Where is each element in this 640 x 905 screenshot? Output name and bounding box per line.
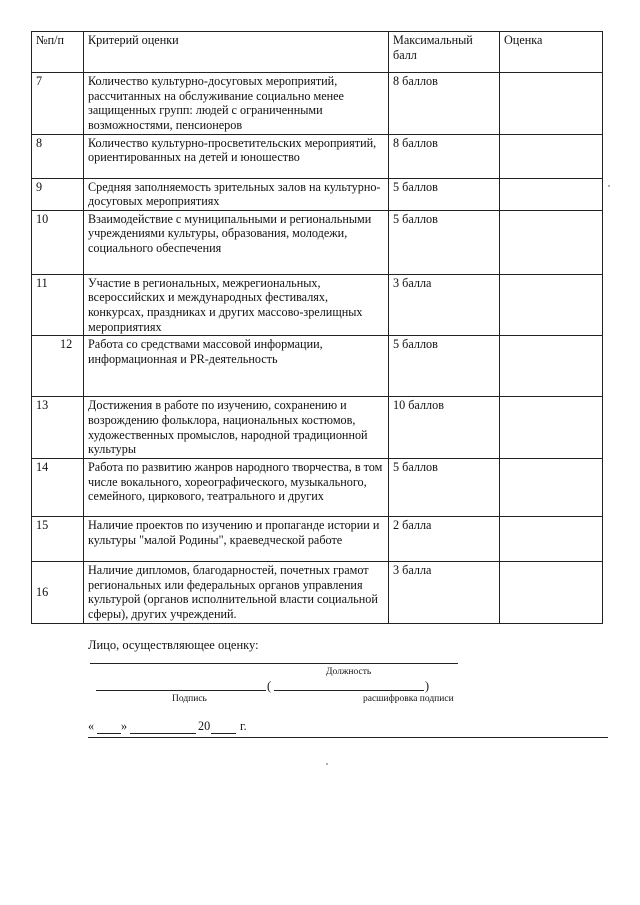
table-row (32, 561, 603, 623)
row-criterion: Количество культурно-досуговых мероприятий, рассчитанных на обслуживание социально менее защищенных групп: людей с ограниченными возможностями, пенсионеров (84, 73, 389, 135)
row-score[interactable] (500, 178, 603, 210)
row-score[interactable] (500, 458, 603, 516)
row-num: 13 (32, 397, 84, 459)
criteria-table (31, 31, 603, 624)
header-score: Оценка (500, 32, 603, 73)
row-max: 8 баллов (389, 134, 500, 178)
date-day-line[interactable] (97, 733, 121, 734)
table-row (32, 134, 603, 178)
row-criterion: Работа по развитию жанров народного творчества, в том числе вокального, хореографического, музыкального, семейного, циркового, театрального и других (84, 458, 389, 516)
row-max: 2 балла (389, 516, 500, 561)
header-num: №п/п (32, 32, 84, 73)
row-max: 5 баллов (389, 458, 500, 516)
row-max: 5 баллов (389, 210, 500, 274)
row-num: 12 (32, 336, 84, 397)
paren-close: ) (425, 679, 430, 693)
date-year-line[interactable] (211, 733, 236, 734)
row-score[interactable] (500, 336, 603, 397)
decoding-caption: расшифровка подписи (363, 694, 454, 704)
table-row (32, 178, 603, 210)
position-line[interactable] (90, 663, 458, 664)
table-row (32, 336, 603, 397)
paren-open: ( (267, 679, 272, 693)
table-row (32, 274, 603, 336)
table-row (32, 73, 603, 135)
row-num: 15 (32, 516, 84, 561)
table-row (32, 397, 603, 459)
row-criterion: Взаимодействие с муниципальными и региональными учреждениями культуры, образования, молодежи, социального обеспечения (84, 210, 389, 274)
row-max: 8 баллов (389, 73, 500, 135)
row-score[interactable] (500, 561, 603, 623)
date-open-quote: « (88, 719, 95, 733)
row-score[interactable] (500, 274, 603, 336)
row-criterion: Достижения в работе по изучению, сохранению и возрождению фольклора, национальных костюмов, художественных промыслов, народной традиционной культуры (84, 397, 389, 459)
row-score[interactable] (500, 210, 603, 274)
row-num: 14 (32, 458, 84, 516)
row-max: 10 баллов (389, 397, 500, 459)
row-num: 11 (32, 274, 84, 336)
row-num: 9 (32, 178, 84, 210)
row-criterion: Наличие дипломов, благодарностей, почетных грамот региональных или федеральных органов управления культурой (органов исполнительной власти социальной сферы), других учреждений. (84, 561, 389, 623)
evaluator-label: Лицо, осуществляющее оценку: (88, 638, 259, 652)
row-max: 5 баллов (389, 178, 500, 210)
row-criterion: Количество культурно-просветительских мероприятий, ориентированных на детей и юношество (84, 134, 389, 178)
header-criterion: Критерий оценки (84, 32, 389, 73)
signature-line[interactable] (96, 690, 266, 691)
row-max: 5 баллов (389, 336, 500, 397)
row-criterion: Участие в региональных, межрегиональных, всероссийских и международных фестивалях, конкурсах, праздниках и других массово-зрелищных мероприятиях (84, 274, 389, 336)
table-row (32, 210, 603, 274)
row-max: 3 балла (389, 561, 500, 623)
signature-caption: Подпись (172, 694, 207, 704)
table-header-row (32, 32, 603, 73)
position-caption: Должность (326, 667, 372, 677)
row-score[interactable] (500, 397, 603, 459)
scan-speck (326, 763, 328, 765)
decoding-line[interactable] (274, 690, 424, 691)
table-row (32, 458, 603, 516)
date-month-line[interactable] (130, 733, 196, 734)
row-num: 16 (32, 561, 84, 623)
date-suffix: г. (240, 719, 247, 733)
date-close-quote: » (121, 719, 128, 733)
row-score[interactable] (500, 73, 603, 135)
row-score[interactable] (500, 134, 603, 178)
row-num: 8 (32, 134, 84, 178)
row-score[interactable] (500, 516, 603, 561)
row-criterion: Наличие проектов по изучению и пропаганде истории и культуры "малой Родины", краеведческой работе (84, 516, 389, 561)
row-max: 3 балла (389, 274, 500, 336)
table-row (32, 516, 603, 561)
row-criterion: Средняя заполняемость зрительных залов на культурно-досуговых мероприятиях (84, 178, 389, 210)
bottom-rule (88, 737, 608, 738)
date-year-prefix: 20 (198, 719, 211, 733)
header-max: Максимальный балл (389, 32, 500, 73)
scan-speck (608, 185, 610, 187)
row-criterion: Работа со средствами массовой информации, информационная и PR-деятельность (84, 336, 389, 397)
row-num: 7 (32, 73, 84, 135)
row-num: 10 (32, 210, 84, 274)
